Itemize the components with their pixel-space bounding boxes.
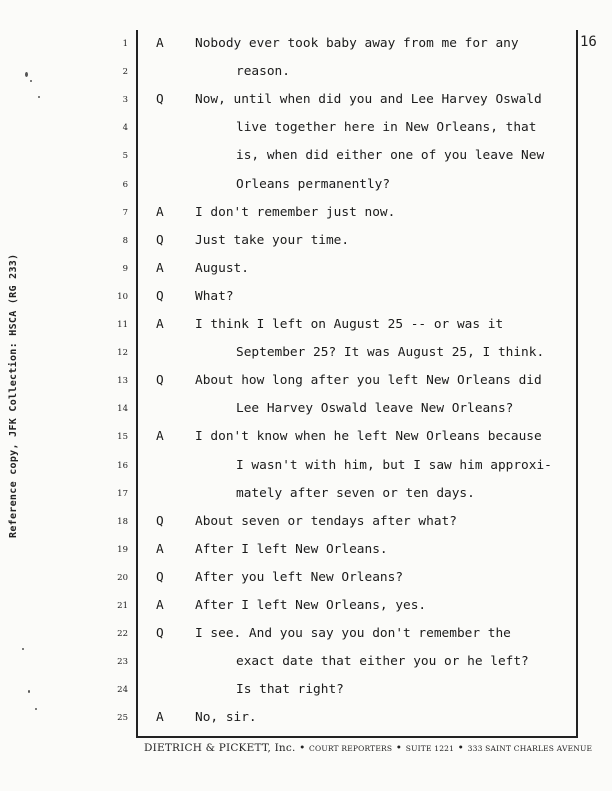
line-text: I see. And you say you don't remember the (195, 626, 511, 642)
transcript-line (0, 626, 612, 646)
line-number: 3 (122, 95, 128, 106)
speaker-label: A (156, 710, 164, 726)
line-number: 2 (122, 67, 128, 78)
speaker-label: A (156, 260, 164, 276)
speaker-label: Q (156, 288, 164, 304)
transcript-line (0, 401, 612, 421)
archive-reference-note: Reference copy, JFK Collection: HSCA (RG 233) (8, 253, 19, 538)
transcript-line (0, 542, 612, 562)
scan-speck (35, 708, 37, 710)
line-text: is, when did either one of you leave New (236, 148, 545, 164)
speaker-label: A (156, 36, 164, 51)
line-text: I don't remember just now. (195, 204, 396, 220)
line-text: After I left New Orleans, yes. (195, 598, 427, 613)
footer-suite: SUITE 1221 (405, 744, 455, 753)
transcript-line (0, 36, 612, 56)
page-number: 16 (580, 34, 597, 50)
line-number: 13 (117, 376, 128, 387)
scan-speck (25, 72, 28, 77)
line-number: 22 (117, 629, 128, 640)
transcript-line (0, 92, 612, 112)
line-number: 9 (122, 263, 128, 274)
line-number: 20 (117, 572, 128, 583)
line-text: No, sir. (195, 710, 257, 726)
line-number: 5 (122, 151, 128, 162)
transcript-line (0, 317, 612, 337)
line-text: I wasn't with him, but I saw him approxi- (236, 457, 552, 473)
line-number: 10 (117, 291, 128, 302)
line-number: 15 (117, 432, 128, 443)
line-number: 8 (122, 235, 128, 246)
transcript-line (0, 289, 612, 309)
speaker-label: A (156, 541, 164, 557)
line-text: Just take your time. (195, 232, 350, 248)
footer-separator: • (457, 742, 465, 754)
scan-speck (38, 96, 40, 98)
line-text: I don't know when he left New Orleans because (195, 429, 542, 445)
speaker-label: Q (156, 92, 164, 108)
speaker-label: A (156, 429, 164, 445)
line-number: 14 (117, 404, 128, 415)
line-text: September 25? It was August 25, I think. (236, 345, 545, 361)
line-text: About seven or tendays after what? (195, 513, 457, 529)
transcript-line (0, 233, 612, 253)
line-text: mately after seven or ten days. (236, 485, 475, 501)
line-number: 1 (122, 39, 128, 49)
speaker-label: A (156, 317, 164, 332)
speaker-label: Q (156, 569, 164, 585)
footer-separator: • (299, 742, 306, 754)
line-number: 11 (117, 320, 128, 330)
line-text: live together here in New Orleans, that (236, 120, 537, 136)
transcript-line (0, 429, 612, 449)
line-text: Now, until when did you and Lee Harvey Oswald (195, 92, 542, 108)
line-number: 21 (117, 601, 128, 611)
transcript-line (0, 458, 612, 478)
footer-separator: • (395, 742, 403, 754)
scan-speck (28, 690, 30, 693)
speaker-label: A (156, 598, 164, 613)
footer-address: 333 SAINT CHARLES AVENUE (467, 744, 593, 753)
transcript-line (0, 486, 612, 506)
transcript-line (0, 682, 612, 702)
speaker-label: A (156, 204, 164, 220)
line-text: Lee Harvey Oswald leave New Orleans? (236, 401, 514, 417)
footer-role: COURT REPORTERS (309, 744, 393, 753)
line-text: After you left New Orleans? (195, 569, 404, 585)
transcript-line (0, 570, 612, 590)
line-text: reason. (236, 64, 290, 80)
speaker-label: Q (156, 626, 164, 642)
speaker-label: Q (156, 513, 164, 529)
line-text: What? (195, 288, 234, 304)
transcript-line (0, 148, 612, 168)
line-text: Nobody ever took baby away from me for any (195, 36, 519, 51)
line-number: 25 (117, 713, 128, 724)
transcript-line (0, 205, 612, 225)
line-number: 18 (117, 516, 128, 527)
line-text: I think I left on August 25 -- or was it (195, 317, 504, 332)
scan-speck (22, 648, 24, 650)
line-number: 4 (122, 123, 128, 134)
line-text: After I left New Orleans. (195, 541, 388, 557)
transcript-line (0, 654, 612, 674)
line-number: 12 (117, 348, 128, 359)
transcript-line (0, 345, 612, 365)
line-number: 16 (117, 460, 128, 471)
transcript-line (0, 710, 612, 730)
transcript-line (0, 598, 612, 618)
line-text: August. (195, 260, 249, 276)
line-text: Is that right? (236, 682, 344, 698)
transcript-line (0, 514, 612, 534)
footer-firm: DIETRICH & PICKETT, Inc. (144, 742, 296, 754)
line-text: About how long after you left New Orleans did (195, 373, 542, 389)
transcript-line (0, 120, 612, 140)
speaker-label: Q (156, 232, 164, 248)
line-number: 23 (117, 657, 128, 668)
transcript-line (0, 177, 612, 197)
transcript-line (0, 373, 612, 393)
line-text: Orleans permanently? (236, 176, 391, 192)
speaker-label: Q (156, 373, 164, 389)
line-number: 19 (117, 544, 128, 555)
court-reporter-footer (144, 742, 593, 754)
scan-speck (30, 80, 32, 82)
line-number: 24 (117, 685, 128, 696)
line-text: exact date that either you or he left? (236, 654, 529, 670)
transcript-line (0, 261, 612, 281)
line-number: 6 (122, 179, 128, 190)
transcript-line (0, 64, 612, 84)
line-number: 7 (122, 207, 128, 218)
line-number: 17 (117, 488, 128, 499)
